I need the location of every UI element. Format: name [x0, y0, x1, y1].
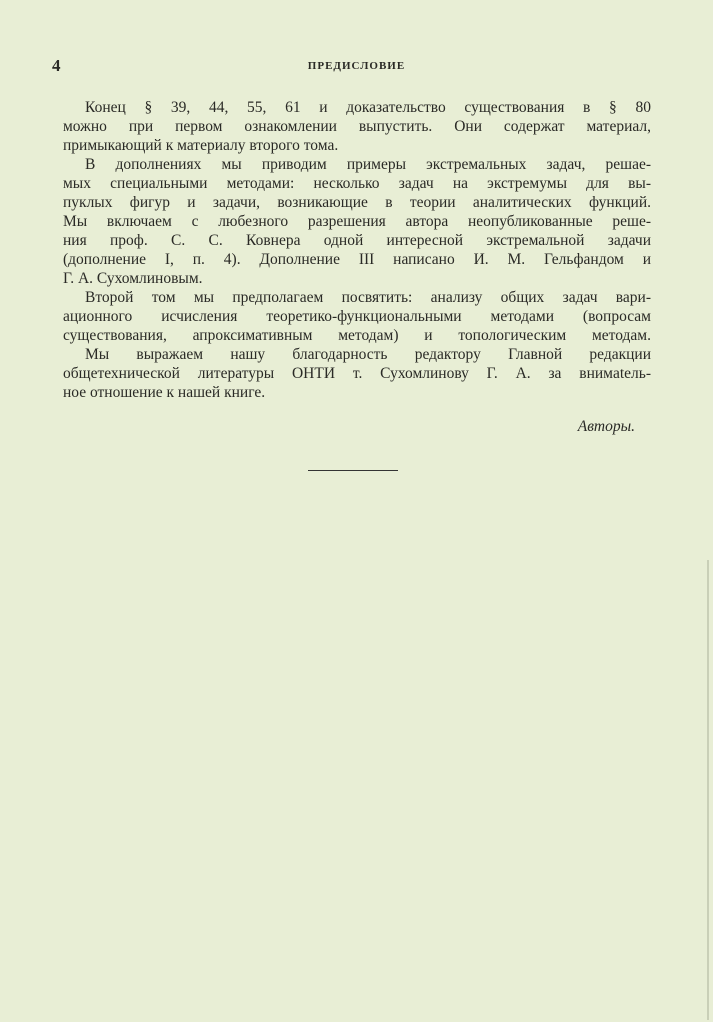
text-line: ное отношение к нашей книге. — [63, 384, 266, 401]
text-line: Мы выражаем нашу благодарность редактору Главной редакции — [85, 346, 651, 363]
text-line: можно при первом ознакомлении выпустить. Они содержат материал, — [63, 118, 651, 135]
text-line: (дополнение I, п. 4). Дополнение III написано И. М. Гельфандом и — [63, 251, 651, 268]
page-number: 4 — [52, 56, 61, 75]
text-line: Мы включаем с любезного разрешения автора неопубликованные реше- — [63, 213, 651, 230]
text-line: существования, апроксимативным методам) и топологическим методам. — [63, 327, 651, 344]
preface-text — [63, 98, 651, 402]
text-line: общетехнической литературы ОНТИ т. Сухомлинову Г. А. за внимatель- — [63, 365, 651, 382]
signature: Авторы. — [577, 418, 635, 435]
text-line: ационного исчисления теоретико-функциональными методами (вопросам — [63, 308, 651, 325]
page-edge — [707, 560, 709, 1020]
text-line: примыкающий к материалу второго тома. — [63, 137, 339, 154]
text-line: Второй том мы предполагаем посвятить: анализу общих задач вари- — [85, 289, 651, 306]
text-line: В дополнениях мы приводим примеры экстремальных задач, решае- — [85, 156, 651, 173]
text-line: пуклых фигур и задачи, возникающие в теории аналитических функций. — [63, 194, 651, 211]
text-line: мых специальными методами: несколько задач на экстремумы для вы- — [63, 175, 651, 192]
text-line: Конец § 39, 44, 55, 61 и доказательство существования в § 80 — [85, 99, 651, 116]
text-line: Г. А. Сухомлиновым. — [63, 270, 203, 287]
running-head: ПРЕДИСЛОВИЕ — [307, 60, 406, 72]
section-rule — [308, 470, 398, 471]
text-line: ния проф. С. С. Ковнера одной интересной экстремальной задачи — [63, 232, 651, 249]
